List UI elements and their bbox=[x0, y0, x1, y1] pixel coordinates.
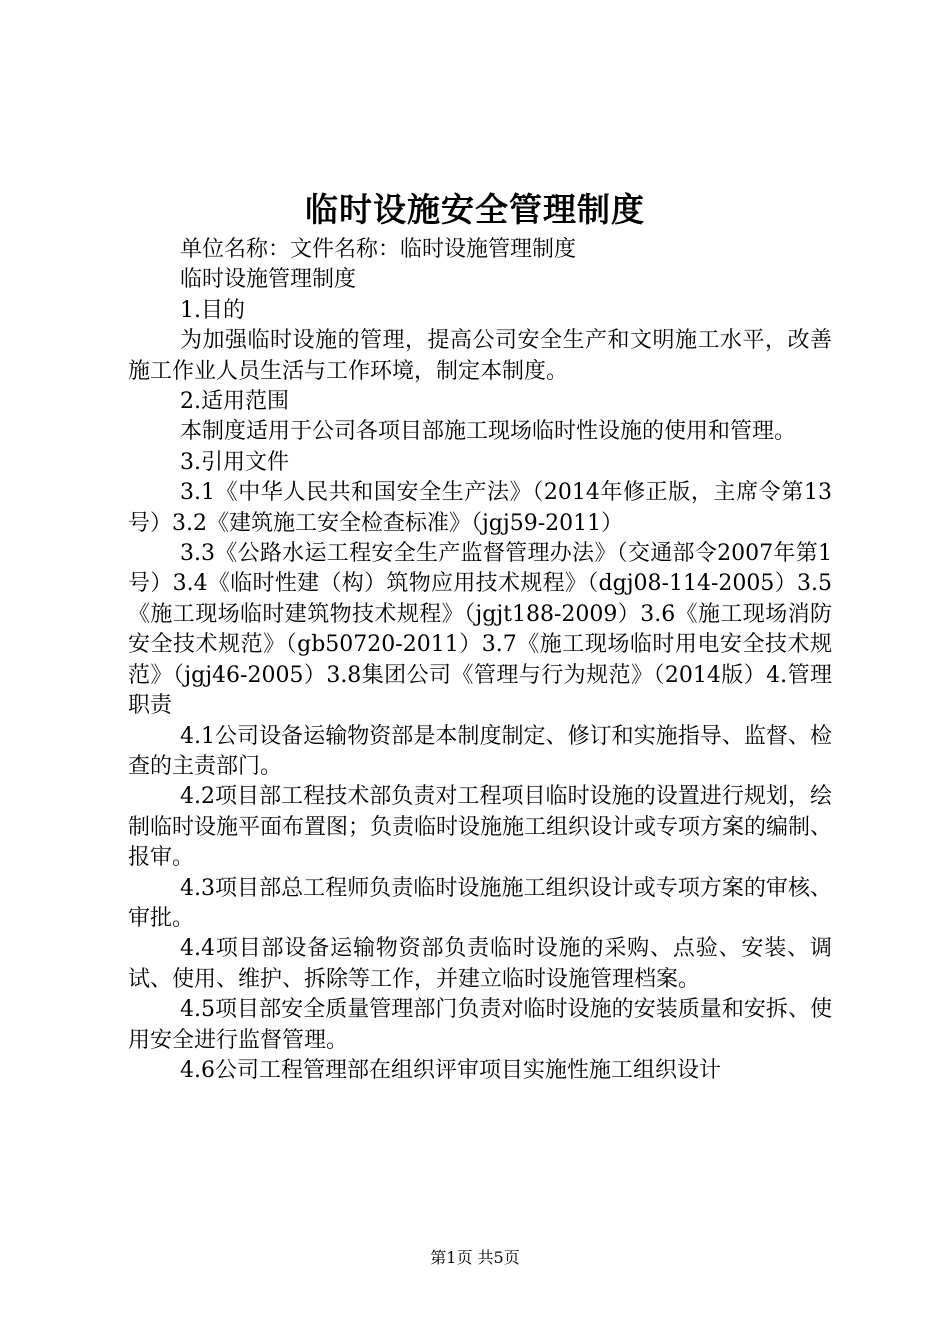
paragraph: 临时设施管理制度 bbox=[180, 267, 357, 293]
section-heading: 1.目的 bbox=[180, 297, 245, 323]
document-title: 临时设施安全管理制度 bbox=[305, 190, 645, 229]
paragraph: 3.1《中华人民共和国安全生产法》（2014年修正版，主席令第13号）3.2《建筑施工安全检查标准》（jgj59-2011） bbox=[128, 480, 832, 536]
section-heading: 3.引用文件 bbox=[180, 449, 289, 475]
paragraph: 4.6公司工程管理部在组织评审项目实施性施工组织设计 bbox=[180, 1057, 721, 1083]
document-body bbox=[128, 235, 832, 1086]
paragraph: 3.3《公路水运工程安全生产监督管理办法》（交通部令2007年第1号）3.4《临时性建（构）筑物应用技术规程》（dgj08-114-2005）3.5《施工现场临时建筑物技术规程》（jgjt188-2009）3.6《施工现场消防安全技术规范》（gb50720-2011）3.7《施工现场临时用电安全技术规范》（jgj46-2005）3.8集团公司《管理与行为规范》（2014版）4.管理职责 bbox=[128, 541, 832, 719]
page-footer: 第1页 共5页 bbox=[430, 1248, 520, 1267]
paragraph: 为加强临时设施的管理，提高公司安全生产和文明施工水平，改善施工作业人员生活与工作环境，制定本制度。 bbox=[128, 328, 832, 384]
paragraph: 本制度适用于公司各项目部施工现场临时性设施的使用和管理。 bbox=[180, 419, 797, 445]
paragraph: 4.3项目部总工程师负责临时设施施工组织设计或专项方案的审核、审批。 bbox=[128, 875, 832, 931]
section-heading: 2.适用范围 bbox=[180, 389, 289, 415]
paragraph: 4.4项目部设备运输物资部负责临时设施的采购、点验、安装、调试、使用、维护、拆除等工作，并建立临时设施管理档案。 bbox=[128, 936, 832, 992]
paragraph: 4.5项目部安全质量管理部门负责对临时设施的安装质量和安拆、使用安全进行监督管理。 bbox=[128, 997, 832, 1053]
paragraph: 单位名称：文件名称：临时设施管理制度 bbox=[180, 237, 577, 262]
paragraph: 4.1公司设备运输物资部是本制度制定、修订和实施指导、监督、检查的主责部门。 bbox=[128, 723, 832, 779]
paragraph: 4.2项目部工程技术部负责对工程项目临时设施的设置进行规划，绘制临时设施平面布置图；负责临时设施施工组织设计或专项方案的编制、报审。 bbox=[128, 784, 833, 871]
